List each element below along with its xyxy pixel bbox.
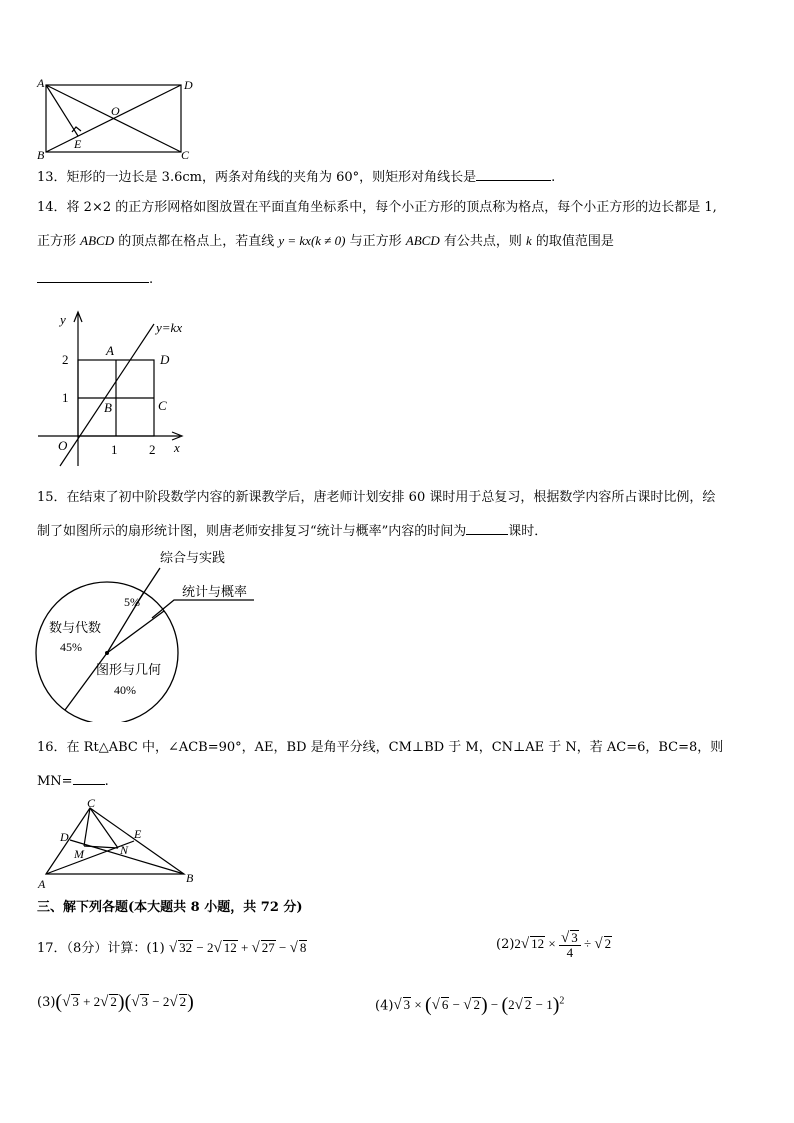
expression-1: √ 32 − 2√ 12 + √ 27 − √ 8 <box>168 940 307 956</box>
pct-algebra: 45% <box>60 640 82 654</box>
svg-text:E: E <box>134 827 142 841</box>
svg-text:y: y <box>60 312 66 327</box>
grid-figure <box>30 306 200 468</box>
answer-blank-14[interactable] <box>37 270 149 283</box>
svg-text:C: C <box>158 398 167 413</box>
triangle-figure <box>34 798 206 890</box>
expression-4: √ 3 × (√ 6 − √ 2) − (2√ 2 − 1)$^2$ <box>393 994 565 1017</box>
slice-boundary-2 <box>107 611 164 653</box>
answer-blank-15[interactable] <box>466 522 508 535</box>
label-b: B <box>37 148 45 162</box>
svg-text:B: B <box>186 871 194 885</box>
label-practice: 综合与实践 <box>160 550 226 565</box>
label-d: D <box>184 78 193 92</box>
label-e: E <box>74 137 82 151</box>
segment-cm <box>84 808 90 846</box>
question-16-line2: MN= . <box>37 774 109 789</box>
svg-text:2: 2 <box>62 352 69 367</box>
svg-text:A: A <box>106 343 114 358</box>
question-16-line1: 16．在 Rt△ABC 中，∠ACB=90°，AE，BD 是角平分线，CM⊥BD 于 M，CN⊥AE 于 N，若 AC=6，BC=8，则 <box>37 740 724 755</box>
label-a: A <box>37 76 45 90</box>
question-15-line2: 制了如图所示的扇形统计图，则唐老师安排复习“统计与概率”内容的时间为 课时． <box>37 524 548 539</box>
svg-text:N: N <box>120 843 129 857</box>
expression-3: (√ 3 + 2√ 2)(√ 3 − 2√ 2) <box>55 991 194 1013</box>
label-geometry: 图形与几何 <box>96 662 162 677</box>
svg-text:x: x <box>174 440 180 455</box>
section-3-heading: 三、解下列各题(本大题共 8 小题，共 72 分) <box>37 900 303 915</box>
answer-blank-16[interactable] <box>73 772 105 785</box>
pct-practice: 5% <box>124 595 140 609</box>
pie-chart <box>30 544 260 722</box>
svg-text:A: A <box>38 877 46 890</box>
question-17-part2: (2)2√ 12 × $\frac{√ 3}{4}$ ÷ √ 2 <box>496 930 612 960</box>
question-14-answer: . <box>37 270 153 288</box>
segment-mn <box>84 846 118 848</box>
svg-text:1: 1 <box>62 390 69 405</box>
label-c: C <box>181 148 190 162</box>
expression-2: 2√ 12 × $\frac{√ 3}{4}$ ÷ √ 2 <box>514 930 612 960</box>
question-13: 13．矩形的一边长是 3.6cm，两条对角线的夹角为 60°，则矩形对角线长是 . <box>37 170 556 185</box>
question-14-line2: 正方形 ABCD 的顶点都在格点上，若直线 y = kx(k ≠ 0) 与正方形 ABCD 有公共点，则 k 的取值范围是 <box>37 233 614 249</box>
svg-text:C: C <box>87 798 96 810</box>
pct-geometry: 40% <box>114 683 136 697</box>
svg-text:B: B <box>104 400 112 415</box>
svg-text:M: M <box>74 847 84 861</box>
svg-text:1: 1 <box>111 442 118 457</box>
svg-text:O: O <box>58 438 68 453</box>
label-stats: 统计与概率 <box>182 584 248 599</box>
answer-blank-13[interactable] <box>476 168 551 181</box>
segment-cn <box>90 808 118 848</box>
svg-text:D: D <box>160 352 170 367</box>
svg-text:D: D <box>60 830 69 844</box>
question-17-part4: (4)√ 3 × (√ 6 − √ 2) − (2√ 2 − 1)$^2$ <box>375 994 565 1017</box>
line-equation: y = kx(k ≠ 0) <box>278 233 346 248</box>
line-label: y=kx <box>156 320 183 335</box>
svg-text:2: 2 <box>149 442 156 457</box>
rectangle-figure <box>34 76 194 164</box>
label-o: O <box>111 104 120 118</box>
question-17-part1: 17．（8分）计算：(1) √ 32 − 2√ 12 + √ 27 − √ 8 <box>37 940 307 956</box>
label-algebra: 数与代数 <box>49 620 102 635</box>
question-17-part3: (3)(√ 3 + 2√ 2)(√ 3 − 2√ 2) <box>37 991 194 1013</box>
question-15-line1: 15．在结束了初中阶段数学内容的新课教学后，唐老师计划安排 60 课时用于总复习，根据数学内容所占课时比例，绘 <box>37 490 716 505</box>
question-14-line1: 14．将 2×2 的正方形网格如图放置在平面直角坐标系中，每个小正方形的顶点称为格点，每个小正方形的边长都是 1, <box>37 200 717 215</box>
